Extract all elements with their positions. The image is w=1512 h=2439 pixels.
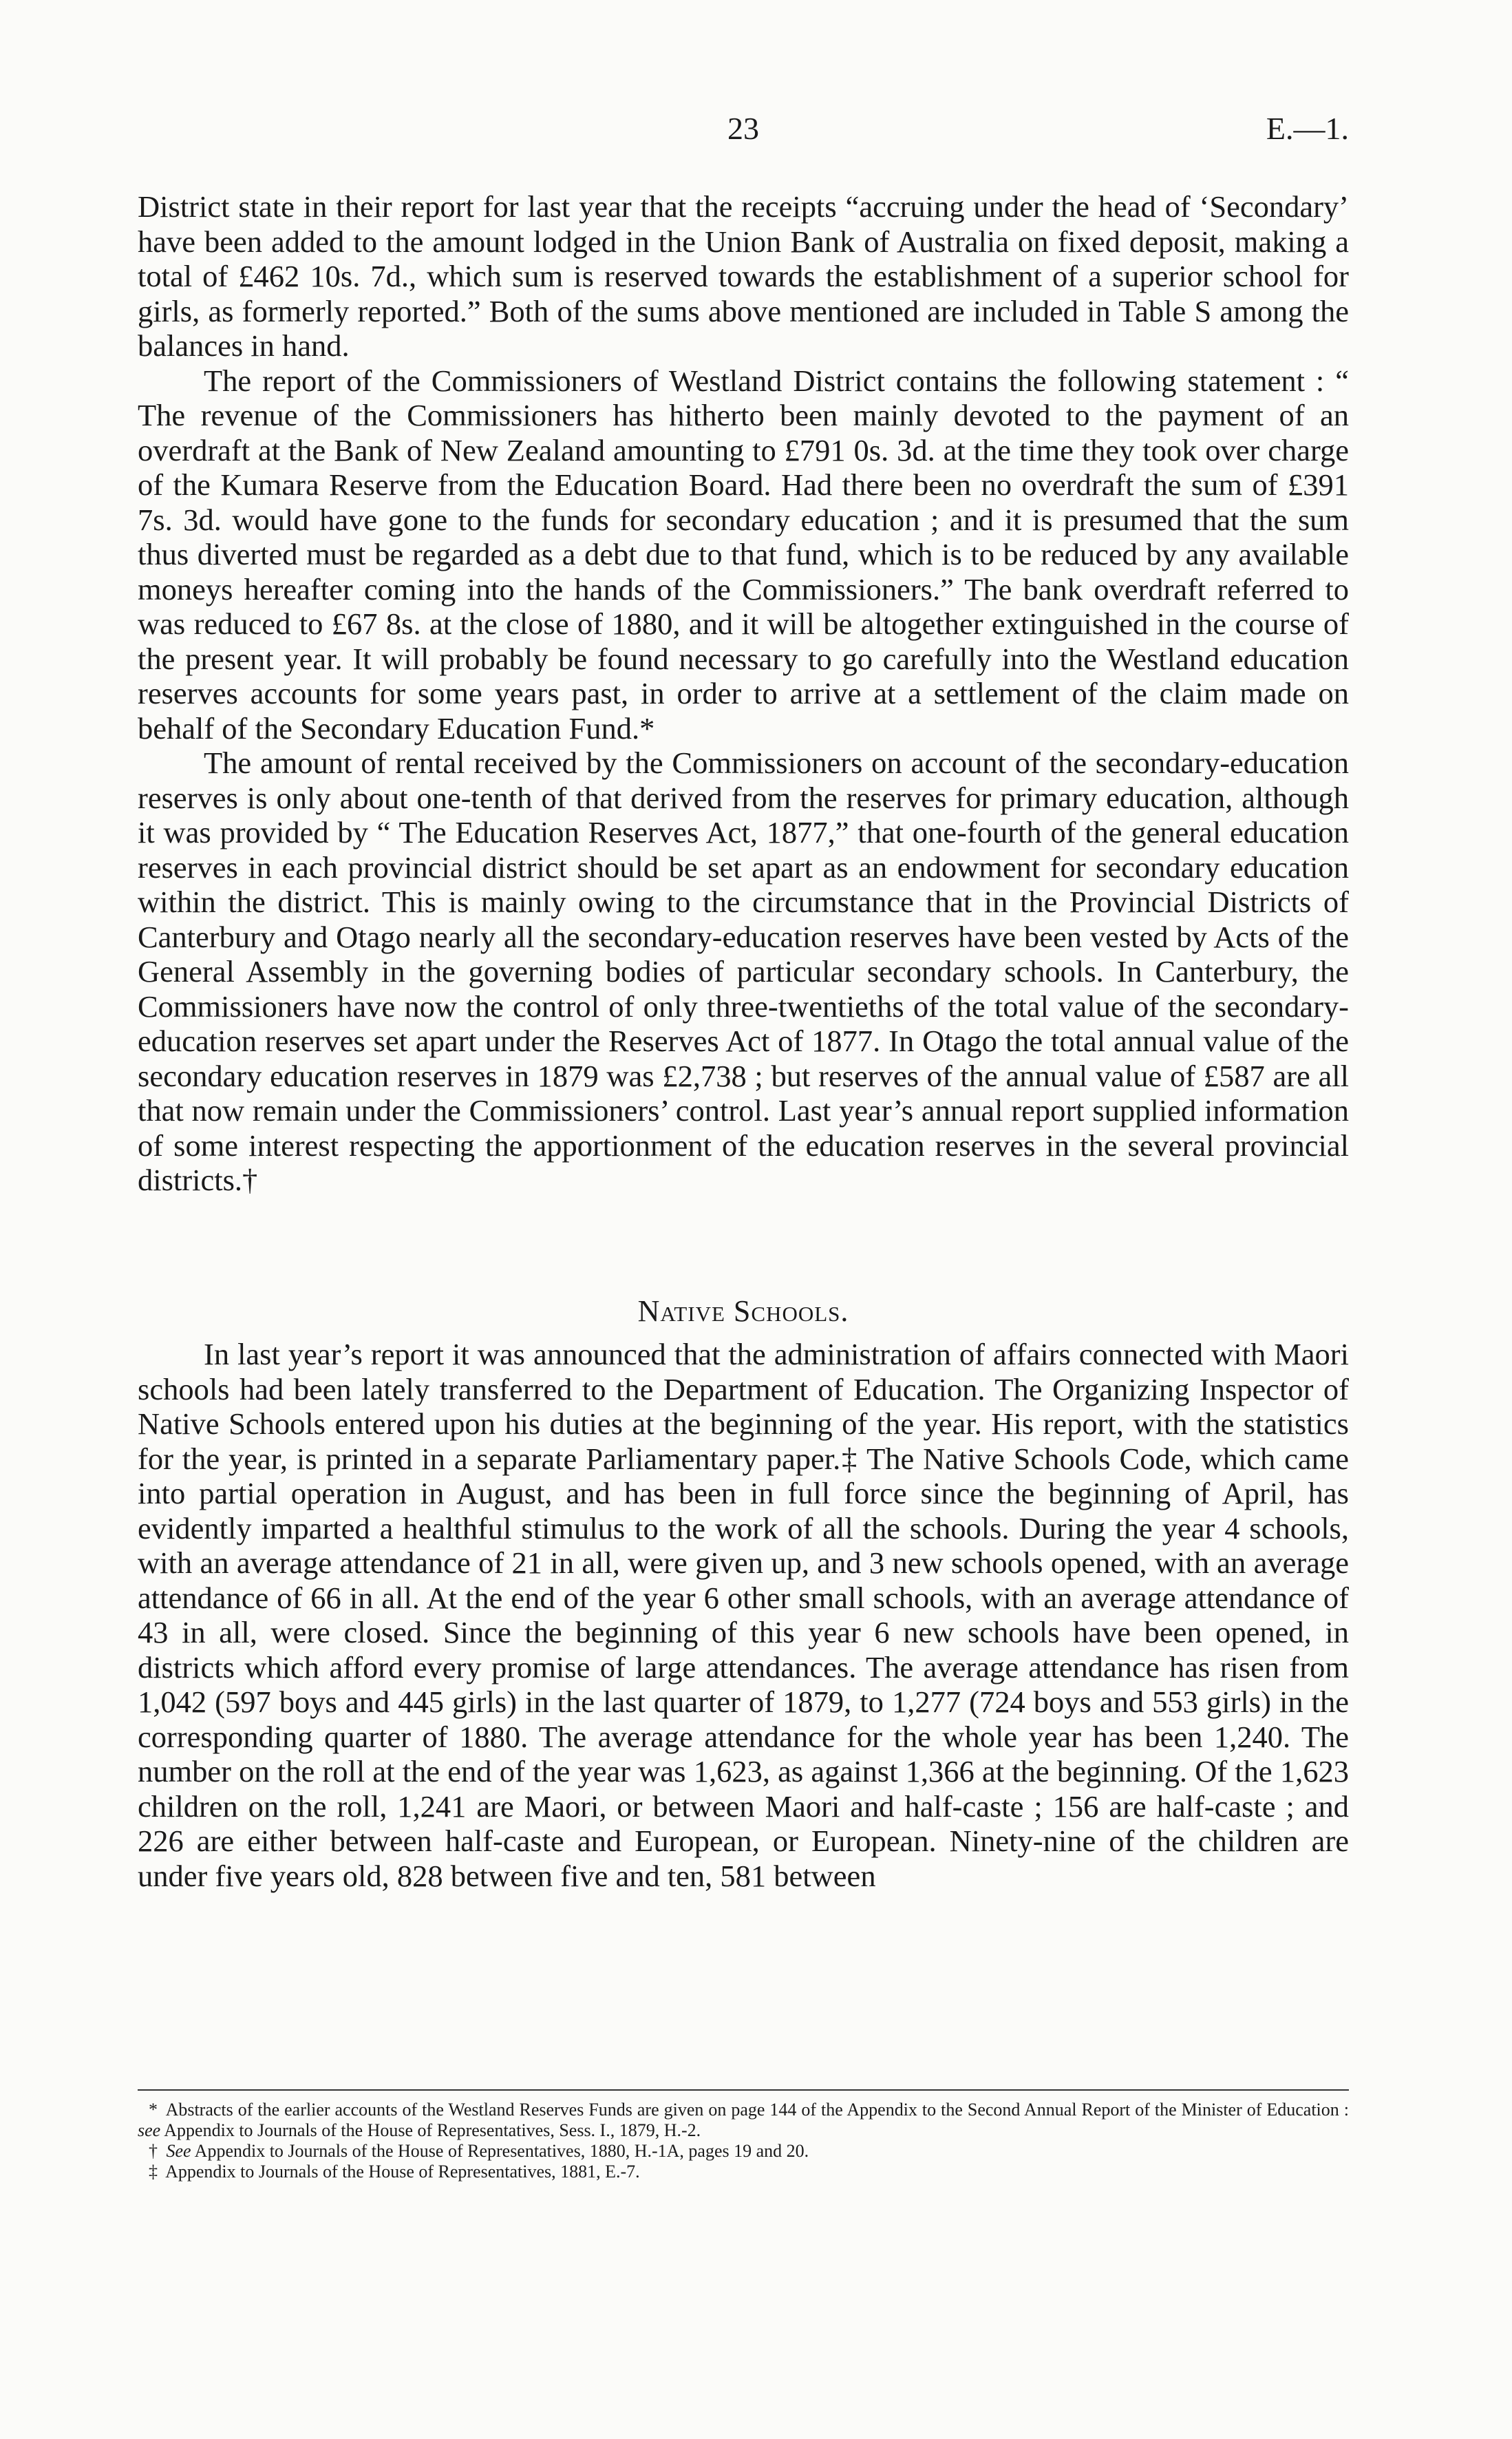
footnote-mark: † (149, 2141, 158, 2161)
page-number: 23 (727, 111, 759, 146)
section-heading-native-schools: Native Schools. (637, 1294, 849, 1328)
footnote-italic: see (138, 2120, 161, 2140)
paragraph-continued: District state in their report for last year that the receipts “accruing under the head of ‘Secondary’ have been added to the amount lodged in the Union Bank of Australia on fixed deposit, making a total of £462 10s. 7d., which sum is reserved towards the establishment of a superior school for girls, as formerly reported.” Both of the sums above mentioned are included in Table S among the balances in hand. (138, 189, 1349, 363)
footnote-double-dagger (138, 2162, 1349, 2182)
body-text (138, 189, 1349, 1893)
footnote-mark: * (149, 2100, 158, 2120)
footnote-text: Appendix to Journals of the House of Representatives, 1881, E.-7. (165, 2162, 640, 2182)
paragraph-native-schools: In last year’s report it was announced that the administration of affairs connected with Maori schools had been lately transferred to the Department of Education. The Organizing Inspector of Native Schools entered upon his duties at the beginning of the year. His report, with the statistics for the year, is printed in a separate Parliamentary paper.‡ The Native Schools Code, which came into partial operation in August, and has been in full force since the beginning of April, has evidently imparted a healthful stimulus to the work of all the schools. During the year 4 schools, with an average attendance of 21 in all, were given up, and 3 new schools opened, with an average attendance of 66 in all. At the end of the year 6 other small schools, with an average attendance of 43 in all, were closed. Since the beginning of this year 6 new schools have been opened, in districts which afford every promise of large attendances. The average attendance has risen from 1,042 (597 boys and 445 girls) in the last quarter of 1879, to 1,277 (724 boys and 553 girls) in the corresponding quarter of 1880. The average attendance for the whole year has been 1,240. The number on the roll at the end of the year was 1,623, as against 1,366 at the beginning. Of the 1,623 children on the roll, 1,241 are Maori, or between Maori and half-caste ; 156 are half-caste ; and 226 are either between half-caste and European, or European. Ninety-nine of the children are under five years old, 828 between five and ten, 581 between (138, 1337, 1349, 1893)
document-reference: E.—1. (1266, 111, 1349, 146)
footnote-divider (138, 2089, 1349, 2091)
footnote-mark: ‡ (149, 2162, 158, 2182)
footnote-text: Appendix to Journals of the House of Representatives, Sess. I., 1879, H.-2. (164, 2120, 701, 2140)
footnotes (138, 2100, 1349, 2182)
paragraph-westland-report: The report of the Commissioners of Westland District contains the following statement : “ The revenue of the Commissioners has hitherto been mainly devoted to the payment of an overdraft at the Bank of New Zealand amounting to £791 0s. 3d. at the time they took over charge of the Kumara Reserve from the Education Board. Had there been no overdraft the sum of £391 7s. 3d. would have gone to the funds for secondary education ; and it is presumed that the sum thus diverted must be regarded as a debt due to that fund, which is to be reduced by any available moneys hereafter coming into the hands of the Commissioners.” The bank overdraft referred to was reduced to £67 8s. at the close of 1880, and it will be altogether extinguished in the course of the present year. It will probably be found necessary to go carefully into the Westland education reserves accounts for some years past, in order to arrive at a settlement of the claim made on behalf of the Secondary Education Fund.* (138, 363, 1349, 746)
footnote-text: Appendix to Journals of the House of Representatives, 1880, H.-1A, pages 19 and 20. (194, 2141, 809, 2161)
paragraph-rental-reserves: The amount of rental received by the Commissioners on account of the secondary-education reserves is only about one-tenth of that derived from the reserves for primary education, although it was provided by “ The Education Reserves Act, 1877,” that one-fourth of the general education reserves in each provincial district should be set apart as an endowment for secondary education within the district. This is mainly owing to the circumstance that in the Provincial Districts of Canterbury and Otago nearly all the secondary-education reserves have been vested by Acts of the General Assembly in the governing bodies of particular secondary schools. In Canterbury, the Commissioners have now the control of only three-twentieths of the total value of the secondary-education reserves set apart under the Reserves Act of 1877. In Otago the total annual value of the secondary education reserves in 1879 was £2,738 ; but reserves of the annual value of £587 are all that now remain under the Commissioners’ control. Last year’s annual report supplied information of some interest respecting the apportionment of the education reserves in the several provincial districts.† (138, 746, 1349, 1197)
footnote-dagger (138, 2141, 1349, 2162)
footnote-italic: See (166, 2141, 191, 2161)
footnote-text: Abstracts of the earlier accounts of the Westland Reserves Funds are given on page 144 of the Appendix to the Second Annual Report of the Minister of Education : (165, 2100, 1349, 2120)
page-header (138, 110, 1349, 151)
footnote-asterisk (138, 2100, 1349, 2141)
